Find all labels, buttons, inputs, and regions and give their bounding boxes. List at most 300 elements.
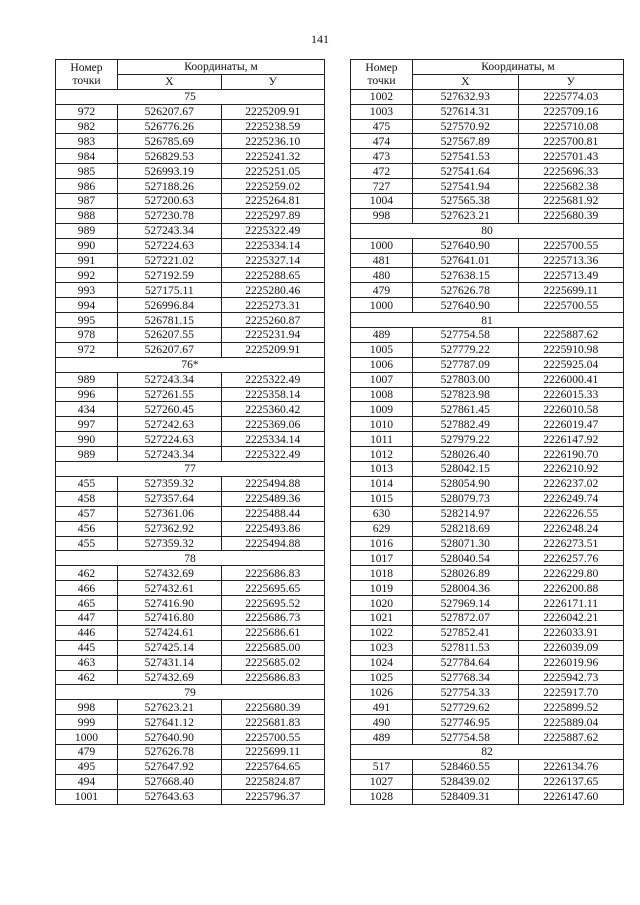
section-row: [56, 357, 325, 372]
y-coordinate-cell: 2225701.43: [518, 149, 624, 164]
table-row: [351, 730, 624, 745]
y-coordinate-cell: 2225236.10: [221, 134, 325, 149]
y-coordinate-cell: 2226147.92: [518, 432, 624, 447]
point-number-cell: 972: [56, 104, 118, 119]
section-row: [56, 685, 325, 700]
table-row: [56, 402, 325, 417]
y-coordinate-cell: 2225297.89: [221, 208, 325, 223]
y-coordinate-cell: 2225494.88: [221, 536, 325, 551]
x-coordinate-cell: 527541.53: [413, 149, 519, 164]
y-coordinate-cell: 2225700.55: [518, 298, 624, 313]
point-number-cell: 1018: [351, 566, 413, 581]
y-coordinate-cell: 2225774.03: [518, 89, 624, 104]
y-coordinate-cell: 2225700.55: [518, 238, 624, 253]
y-coordinate-cell: 2225699.11: [518, 283, 624, 298]
point-number-cell: 996: [56, 387, 118, 402]
table-row: [56, 730, 325, 745]
point-number-cell: 462: [56, 566, 118, 581]
x-coordinate-cell: 527754.58: [413, 730, 519, 745]
y-coordinate-cell: 2225334.14: [221, 238, 325, 253]
x-coordinate-cell: 527768.34: [413, 670, 519, 685]
x-coordinate-cell: 527431.14: [118, 655, 222, 670]
x-coordinate-cell: 527425.14: [118, 640, 222, 655]
table-row: [56, 194, 325, 209]
table-row: [56, 119, 325, 134]
table-row: [351, 506, 624, 521]
x-coordinate-cell: 527541.64: [413, 164, 519, 179]
x-coordinate-cell: 527614.31: [413, 104, 519, 119]
point-number-cell: 1017: [351, 551, 413, 566]
point-number-cell: 490: [351, 715, 413, 730]
point-number-cell: 986: [56, 179, 118, 194]
x-coordinate-cell: 527565.38: [413, 194, 519, 209]
x-coordinate-cell: 528218.69: [413, 521, 519, 536]
y-coordinate-cell: 2225917.70: [518, 685, 624, 700]
y-coordinate-cell: 2226171.11: [518, 596, 624, 611]
table-row: [351, 715, 624, 730]
table-row: [351, 625, 624, 640]
table-row: [351, 670, 624, 685]
y-coordinate-cell: 2226210.92: [518, 462, 624, 477]
point-number-cell: 992: [56, 268, 118, 283]
y-coordinate-cell: 2226010.58: [518, 402, 624, 417]
x-coordinate-cell: 527823.98: [413, 387, 519, 402]
point-number-cell: 1009: [351, 402, 413, 417]
x-coordinate-cell: 527570.92: [413, 119, 519, 134]
table-row: [56, 536, 325, 551]
point-number-cell: 629: [351, 521, 413, 536]
table-row: [351, 119, 624, 134]
y-coordinate-cell: 2226039.09: [518, 640, 624, 655]
point-number-cell: 727: [351, 179, 413, 194]
y-coordinate-cell: 2225925.04: [518, 357, 624, 372]
section-row: [56, 89, 325, 104]
y-coordinate-cell: 2225369.06: [221, 417, 325, 432]
y-coordinate-cell: 2225489.36: [221, 491, 325, 506]
section-row: [56, 462, 325, 477]
y-coordinate-cell: 2225327.14: [221, 253, 325, 268]
point-number-cell: 978: [56, 328, 118, 343]
point-number-cell: 993: [56, 283, 118, 298]
header-y: У: [221, 74, 325, 89]
table-row: [56, 610, 325, 625]
x-coordinate-cell: 528004.36: [413, 581, 519, 596]
x-coordinate-cell: 528042.15: [413, 462, 519, 477]
table-row: [56, 328, 325, 343]
coordinates-table-left: [55, 59, 325, 805]
table-row: [351, 194, 624, 209]
x-coordinate-cell: 527643.63: [118, 789, 222, 804]
table-body-right: [351, 89, 624, 804]
table-row: [56, 596, 325, 611]
x-coordinate-cell: 527230.78: [118, 208, 222, 223]
x-coordinate-cell: 527261.55: [118, 387, 222, 402]
x-coordinate-cell: 527432.69: [118, 566, 222, 581]
point-number-cell: 479: [351, 283, 413, 298]
y-coordinate-cell: 2225700.55: [221, 730, 325, 745]
x-coordinate-cell: 528439.02: [413, 774, 519, 789]
x-coordinate-cell: 527260.45: [118, 402, 222, 417]
y-coordinate-cell: 2226042.21: [518, 610, 624, 625]
table-row: [351, 685, 624, 700]
y-coordinate-cell: 2225709.16: [518, 104, 624, 119]
point-number-cell: 1023: [351, 640, 413, 655]
y-coordinate-cell: 2225251.05: [221, 164, 325, 179]
point-number-cell: 473: [351, 149, 413, 164]
table-row: [56, 715, 325, 730]
x-coordinate-cell: 527779.22: [413, 342, 519, 357]
y-coordinate-cell: 2226237.02: [518, 476, 624, 491]
point-number-cell: 491: [351, 700, 413, 715]
point-number-cell: 463: [56, 655, 118, 670]
point-number-cell: 446: [56, 625, 118, 640]
point-number-cell: 1007: [351, 372, 413, 387]
point-number-cell: 517: [351, 759, 413, 774]
y-coordinate-cell: 2225494.88: [221, 476, 325, 491]
point-number-cell: 480: [351, 268, 413, 283]
table-row: [56, 298, 325, 313]
point-number-cell: 455: [56, 476, 118, 491]
table-row: [351, 759, 624, 774]
table-row: [351, 596, 624, 611]
point-number-cell: 458: [56, 491, 118, 506]
point-number-cell: 990: [56, 432, 118, 447]
y-coordinate-cell: 2225680.39: [221, 700, 325, 715]
table-row: [351, 551, 624, 566]
table-row: [56, 372, 325, 387]
point-number-cell: 985: [56, 164, 118, 179]
x-coordinate-cell: 527224.63: [118, 238, 222, 253]
point-number-cell: 1016: [351, 536, 413, 551]
y-coordinate-cell: 2225685.00: [221, 640, 325, 655]
table-row: [56, 283, 325, 298]
y-coordinate-cell: 2225696.33: [518, 164, 624, 179]
x-coordinate-cell: 526996.84: [118, 298, 222, 313]
table-row: [56, 625, 325, 640]
y-coordinate-cell: 2225699.11: [221, 744, 325, 759]
y-coordinate-cell: 2225280.46: [221, 283, 325, 298]
table-row: [56, 759, 325, 774]
table-row: [56, 700, 325, 715]
section-label: 81: [351, 313, 624, 328]
point-number-cell: 987: [56, 194, 118, 209]
point-number-cell: 1025: [351, 670, 413, 685]
x-coordinate-cell: 527641.01: [413, 253, 519, 268]
y-coordinate-cell: 2225686.61: [221, 625, 325, 640]
point-number-cell: 983: [56, 134, 118, 149]
y-coordinate-cell: 2225942.73: [518, 670, 624, 685]
y-coordinate-cell: 2226249.74: [518, 491, 624, 506]
point-number-cell: 1000: [351, 298, 413, 313]
x-coordinate-cell: 527188.26: [118, 179, 222, 194]
x-coordinate-cell: 527754.33: [413, 685, 519, 700]
point-number-cell: 455: [56, 536, 118, 551]
table-row: [56, 476, 325, 491]
x-coordinate-cell: 527361.06: [118, 506, 222, 521]
table-row: [351, 476, 624, 491]
x-coordinate-cell: 527623.21: [413, 208, 519, 223]
y-coordinate-cell: 2226200.88: [518, 581, 624, 596]
table-row: [56, 387, 325, 402]
point-number-cell: 1002: [351, 89, 413, 104]
section-label: 82: [351, 744, 624, 759]
x-coordinate-cell: 527359.32: [118, 536, 222, 551]
x-coordinate-cell: 527243.34: [118, 223, 222, 238]
table-row: [351, 655, 624, 670]
section-label: 80: [351, 223, 624, 238]
y-coordinate-cell: 2226000.41: [518, 372, 624, 387]
point-number-cell: 465: [56, 596, 118, 611]
point-number-cell: 989: [56, 372, 118, 387]
y-coordinate-cell: 2225209.91: [221, 104, 325, 119]
header-coordinates: Координаты, м: [118, 60, 325, 75]
point-number-cell: 1022: [351, 625, 413, 640]
x-coordinate-cell: 527224.63: [118, 432, 222, 447]
table-row: [351, 491, 624, 506]
table-row: [56, 208, 325, 223]
y-coordinate-cell: 2226273.51: [518, 536, 624, 551]
table-row: [56, 149, 325, 164]
table-row: [56, 104, 325, 119]
x-coordinate-cell: 526207.67: [118, 342, 222, 357]
x-coordinate-cell: 527746.95: [413, 715, 519, 730]
table-row: [56, 342, 325, 357]
coordinates-table-right: [350, 59, 624, 805]
point-number-cell: 1004: [351, 194, 413, 209]
x-coordinate-cell: 527424.61: [118, 625, 222, 640]
table-row: [56, 655, 325, 670]
y-coordinate-cell: 2225899.52: [518, 700, 624, 715]
y-coordinate-cell: 2225686.73: [221, 610, 325, 625]
y-coordinate-cell: 2225360.42: [221, 402, 325, 417]
section-row: [351, 313, 624, 328]
point-number-cell: 495: [56, 759, 118, 774]
table-row: [351, 462, 624, 477]
y-coordinate-cell: 2225259.02: [221, 179, 325, 194]
x-coordinate-cell: 527979.22: [413, 432, 519, 447]
x-coordinate-cell: 527359.32: [118, 476, 222, 491]
x-coordinate-cell: 528460.55: [413, 759, 519, 774]
x-coordinate-cell: 527416.90: [118, 596, 222, 611]
section-row: [351, 744, 624, 759]
x-coordinate-cell: 527416.80: [118, 610, 222, 625]
y-coordinate-cell: 2226134.76: [518, 759, 624, 774]
y-coordinate-cell: 2225713.36: [518, 253, 624, 268]
point-number-cell: 1012: [351, 447, 413, 462]
table-row: [56, 581, 325, 596]
point-number-cell: 994: [56, 298, 118, 313]
x-coordinate-cell: 527787.09: [413, 357, 519, 372]
section-label: 77: [56, 462, 325, 477]
table-row: [351, 89, 624, 104]
header-coordinates: Координаты, м: [413, 60, 624, 75]
table-row: [56, 670, 325, 685]
section-label: 75: [56, 89, 325, 104]
x-coordinate-cell: 528079.73: [413, 491, 519, 506]
section-label: 76*: [56, 357, 325, 372]
table-row: [351, 342, 624, 357]
table-row: [351, 700, 624, 715]
point-number-cell: 489: [351, 730, 413, 745]
point-number-cell: 475: [351, 119, 413, 134]
point-number-cell: 489: [351, 328, 413, 343]
section-row: [351, 223, 624, 238]
x-coordinate-cell: 527882.49: [413, 417, 519, 432]
point-number-cell: 1019: [351, 581, 413, 596]
x-coordinate-cell: 527192.59: [118, 268, 222, 283]
point-number-cell: 990: [56, 238, 118, 253]
x-coordinate-cell: 527641.12: [118, 715, 222, 730]
y-coordinate-cell: 2225488.44: [221, 506, 325, 521]
table-row: [351, 238, 624, 253]
y-coordinate-cell: 2225887.62: [518, 730, 624, 745]
x-coordinate-cell: 527362.92: [118, 521, 222, 536]
point-number-cell: 630: [351, 506, 413, 521]
x-coordinate-cell: 527861.45: [413, 402, 519, 417]
x-coordinate-cell: 527852.41: [413, 625, 519, 640]
y-coordinate-cell: 2225231.94: [221, 328, 325, 343]
table-row: [56, 223, 325, 238]
x-coordinate-cell: 527242.63: [118, 417, 222, 432]
table-row: [56, 491, 325, 506]
y-coordinate-cell: 2225209.91: [221, 342, 325, 357]
table-row: [351, 610, 624, 625]
x-coordinate-cell: 527432.69: [118, 670, 222, 685]
x-coordinate-cell: 526207.67: [118, 104, 222, 119]
table-row: [351, 208, 624, 223]
point-number-cell: 479: [56, 744, 118, 759]
y-coordinate-cell: 2225681.83: [221, 715, 325, 730]
table-row: [351, 581, 624, 596]
table-row: [351, 640, 624, 655]
point-number-cell: 984: [56, 149, 118, 164]
y-coordinate-cell: 2225686.83: [221, 670, 325, 685]
y-coordinate-cell: 2226019.47: [518, 417, 624, 432]
table-row: [351, 432, 624, 447]
point-number-cell: 447: [56, 610, 118, 625]
section-label: 79: [56, 685, 325, 700]
point-number-cell: 999: [56, 715, 118, 730]
table-row: [56, 432, 325, 447]
point-number-cell: 1006: [351, 357, 413, 372]
y-coordinate-cell: 2225796.37: [221, 789, 325, 804]
y-coordinate-cell: 2225322.49: [221, 447, 325, 462]
table-row: [351, 521, 624, 536]
table-row: [351, 774, 624, 789]
x-coordinate-cell: 527626.78: [118, 744, 222, 759]
y-coordinate-cell: 2225273.31: [221, 298, 325, 313]
table-row: [351, 164, 624, 179]
x-coordinate-cell: 526829.53: [118, 149, 222, 164]
y-coordinate-cell: 2226033.91: [518, 625, 624, 640]
point-number-cell: 989: [56, 447, 118, 462]
header-y: У: [518, 74, 624, 89]
header-x: X: [118, 74, 222, 89]
table-row: [351, 566, 624, 581]
x-coordinate-cell: 527969.14: [413, 596, 519, 611]
table-row: [351, 253, 624, 268]
point-number-cell: 1028: [351, 789, 413, 804]
x-coordinate-cell: 527623.21: [118, 700, 222, 715]
y-coordinate-cell: 2225764.65: [221, 759, 325, 774]
point-number-cell: 462: [56, 670, 118, 685]
table-row: [351, 104, 624, 119]
point-number-cell: 457: [56, 506, 118, 521]
table-row: [56, 417, 325, 432]
x-coordinate-cell: 527640.90: [118, 730, 222, 745]
y-coordinate-cell: 2225241.32: [221, 149, 325, 164]
x-coordinate-cell: 527640.90: [413, 298, 519, 313]
point-number-cell: 481: [351, 253, 413, 268]
y-coordinate-cell: 2225493.86: [221, 521, 325, 536]
point-number-cell: 1013: [351, 462, 413, 477]
x-coordinate-cell: 527243.34: [118, 447, 222, 462]
y-coordinate-cell: 2225260.87: [221, 313, 325, 328]
point-number-cell: 1015: [351, 491, 413, 506]
table-row: [56, 179, 325, 194]
table-row: [56, 506, 325, 521]
y-coordinate-cell: 2226147.60: [518, 789, 624, 804]
table-row: [351, 134, 624, 149]
y-coordinate-cell: 2225358.14: [221, 387, 325, 402]
point-number-cell: 466: [56, 581, 118, 596]
x-coordinate-cell: 527632.93: [413, 89, 519, 104]
x-coordinate-cell: 527668.40: [118, 774, 222, 789]
x-coordinate-cell: 526781.15: [118, 313, 222, 328]
x-coordinate-cell: 527803.00: [413, 372, 519, 387]
point-number-cell: 1005: [351, 342, 413, 357]
x-coordinate-cell: 527357.64: [118, 491, 222, 506]
point-number-cell: 998: [351, 208, 413, 223]
y-coordinate-cell: 2225322.49: [221, 223, 325, 238]
table-row: [56, 253, 325, 268]
y-coordinate-cell: 2225334.14: [221, 432, 325, 447]
y-coordinate-cell: 2226229.80: [518, 566, 624, 581]
point-number-cell: 988: [56, 208, 118, 223]
x-coordinate-cell: 526776.26: [118, 119, 222, 134]
point-number-cell: 1027: [351, 774, 413, 789]
point-number-cell: 1003: [351, 104, 413, 119]
point-number-cell: 474: [351, 134, 413, 149]
y-coordinate-cell: 2225682.38: [518, 179, 624, 194]
table-row: [351, 268, 624, 283]
y-coordinate-cell: 2225700.81: [518, 134, 624, 149]
y-coordinate-cell: 2226257.76: [518, 551, 624, 566]
x-coordinate-cell: 527872.07: [413, 610, 519, 625]
table-row: [351, 179, 624, 194]
table-row: [56, 640, 325, 655]
point-number-cell: 1010: [351, 417, 413, 432]
x-coordinate-cell: 527729.62: [413, 700, 519, 715]
point-number-cell: 1000: [56, 730, 118, 745]
point-number-cell: 991: [56, 253, 118, 268]
section-label: 78: [56, 551, 325, 566]
header-x: X: [413, 74, 519, 89]
table-row: [351, 372, 624, 387]
table-row: [351, 283, 624, 298]
point-number-cell: 1008: [351, 387, 413, 402]
table-row: [351, 417, 624, 432]
y-coordinate-cell: 2225889.04: [518, 715, 624, 730]
y-coordinate-cell: 2225887.62: [518, 328, 624, 343]
x-coordinate-cell: 528409.31: [413, 789, 519, 804]
point-number-cell: 1014: [351, 476, 413, 491]
x-coordinate-cell: 528054.90: [413, 476, 519, 491]
x-coordinate-cell: 526785.69: [118, 134, 222, 149]
table-row: [56, 447, 325, 462]
table-row: [56, 566, 325, 581]
x-coordinate-cell: 526993.19: [118, 164, 222, 179]
